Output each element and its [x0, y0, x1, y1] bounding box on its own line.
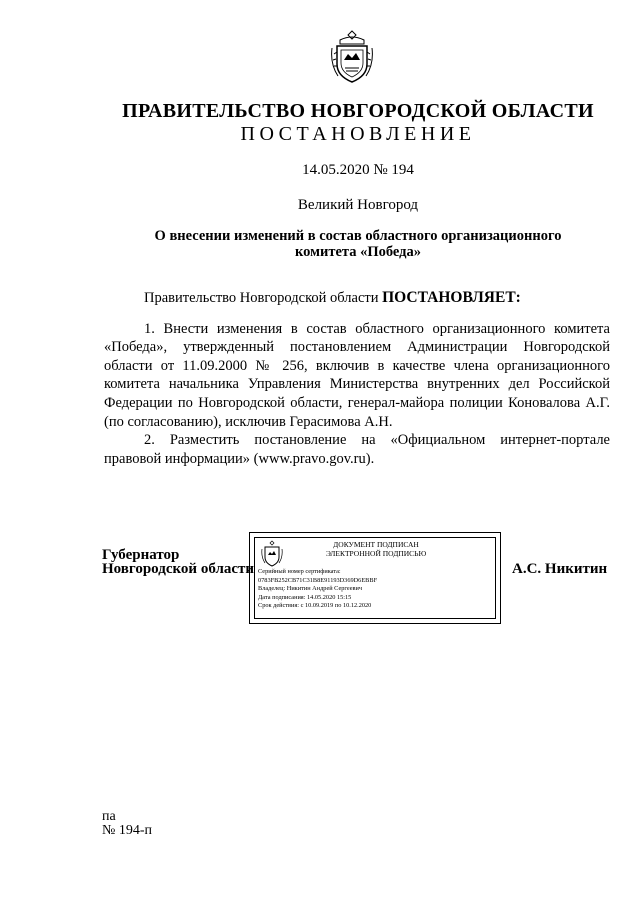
stamp-signed-date: Дата подписания: 14.05.2020 15:15 [258, 593, 352, 601]
signatory-position-line2: Новгородской области [102, 561, 255, 577]
stamp-details [258, 568, 377, 611]
footer-reference [102, 810, 152, 838]
signatory-position [102, 548, 254, 576]
document-body [104, 289, 610, 468]
document-subject: О внесении изменений в состав областного организационного комитета «Победа» [154, 228, 562, 260]
electronic-signature-stamp [249, 532, 501, 624]
stamp-heading-line1: ДОКУМЕНТ ПОДПИСАН [333, 540, 419, 549]
preamble-text: Правительство Новгородской области [144, 290, 383, 306]
stamp-validity: Срок действия: с 10.09.2019 по 10.12.2020 [258, 602, 372, 609]
signatory-name: А.С. Никитин [512, 561, 608, 577]
government-title: ПРАВИТЕЛЬСТВО НОВГОРОДСКОЙ ОБЛАСТИ [122, 100, 594, 122]
date-and-number: 14.05.2020 № 194 [302, 162, 414, 178]
footer-initials: па [102, 809, 116, 824]
preamble [104, 289, 610, 308]
stamp-serial-value: 0783FB252CB71C31B8E91193D369D6EBBF [258, 576, 378, 584]
footer-number: № 194-п [102, 823, 153, 838]
coat-of-arms-icon [261, 540, 283, 568]
stamp-heading-line2: ЭЛЕКТРОННОЙ ПОДПИСЬЮ [325, 549, 427, 558]
stamp-inner-frame [254, 537, 496, 619]
stamp-heading [301, 540, 451, 558]
paragraph-2: 2. Разместить постановление на «Официальном интернет-портале правовой информации» (www.pravo.gov.ru). [104, 432, 610, 467]
document-type: ПОСТАНОВЛЕНИЕ [240, 123, 476, 145]
stamp-serial-label: Серийный номер сертификата: [258, 568, 341, 575]
coat-of-arms-emblem [330, 30, 374, 86]
stamp-owner: Владелец: Никитин Андрей Сергеевич [258, 585, 363, 592]
preamble-keyword: ПОСТАНОВЛЯЕТ: [382, 289, 521, 306]
city: Великий Новгород [297, 197, 419, 213]
paragraph-1: 1. Внести изменения в состав областного организационного комитета «Победа», утвержденный постановлением Администрации Новгородской области от 11.09.2000 № 256, включив в качестве члена организационного комитета начальника Управления Министерства внутренних дел Российской Федерации по Новгородской области, генерал-майора полиции Коновалова А.Г. (по согласованию), исключив Герасимова А.Н. [104, 320, 610, 430]
signatory-position-line1: Губернатор [102, 547, 180, 563]
